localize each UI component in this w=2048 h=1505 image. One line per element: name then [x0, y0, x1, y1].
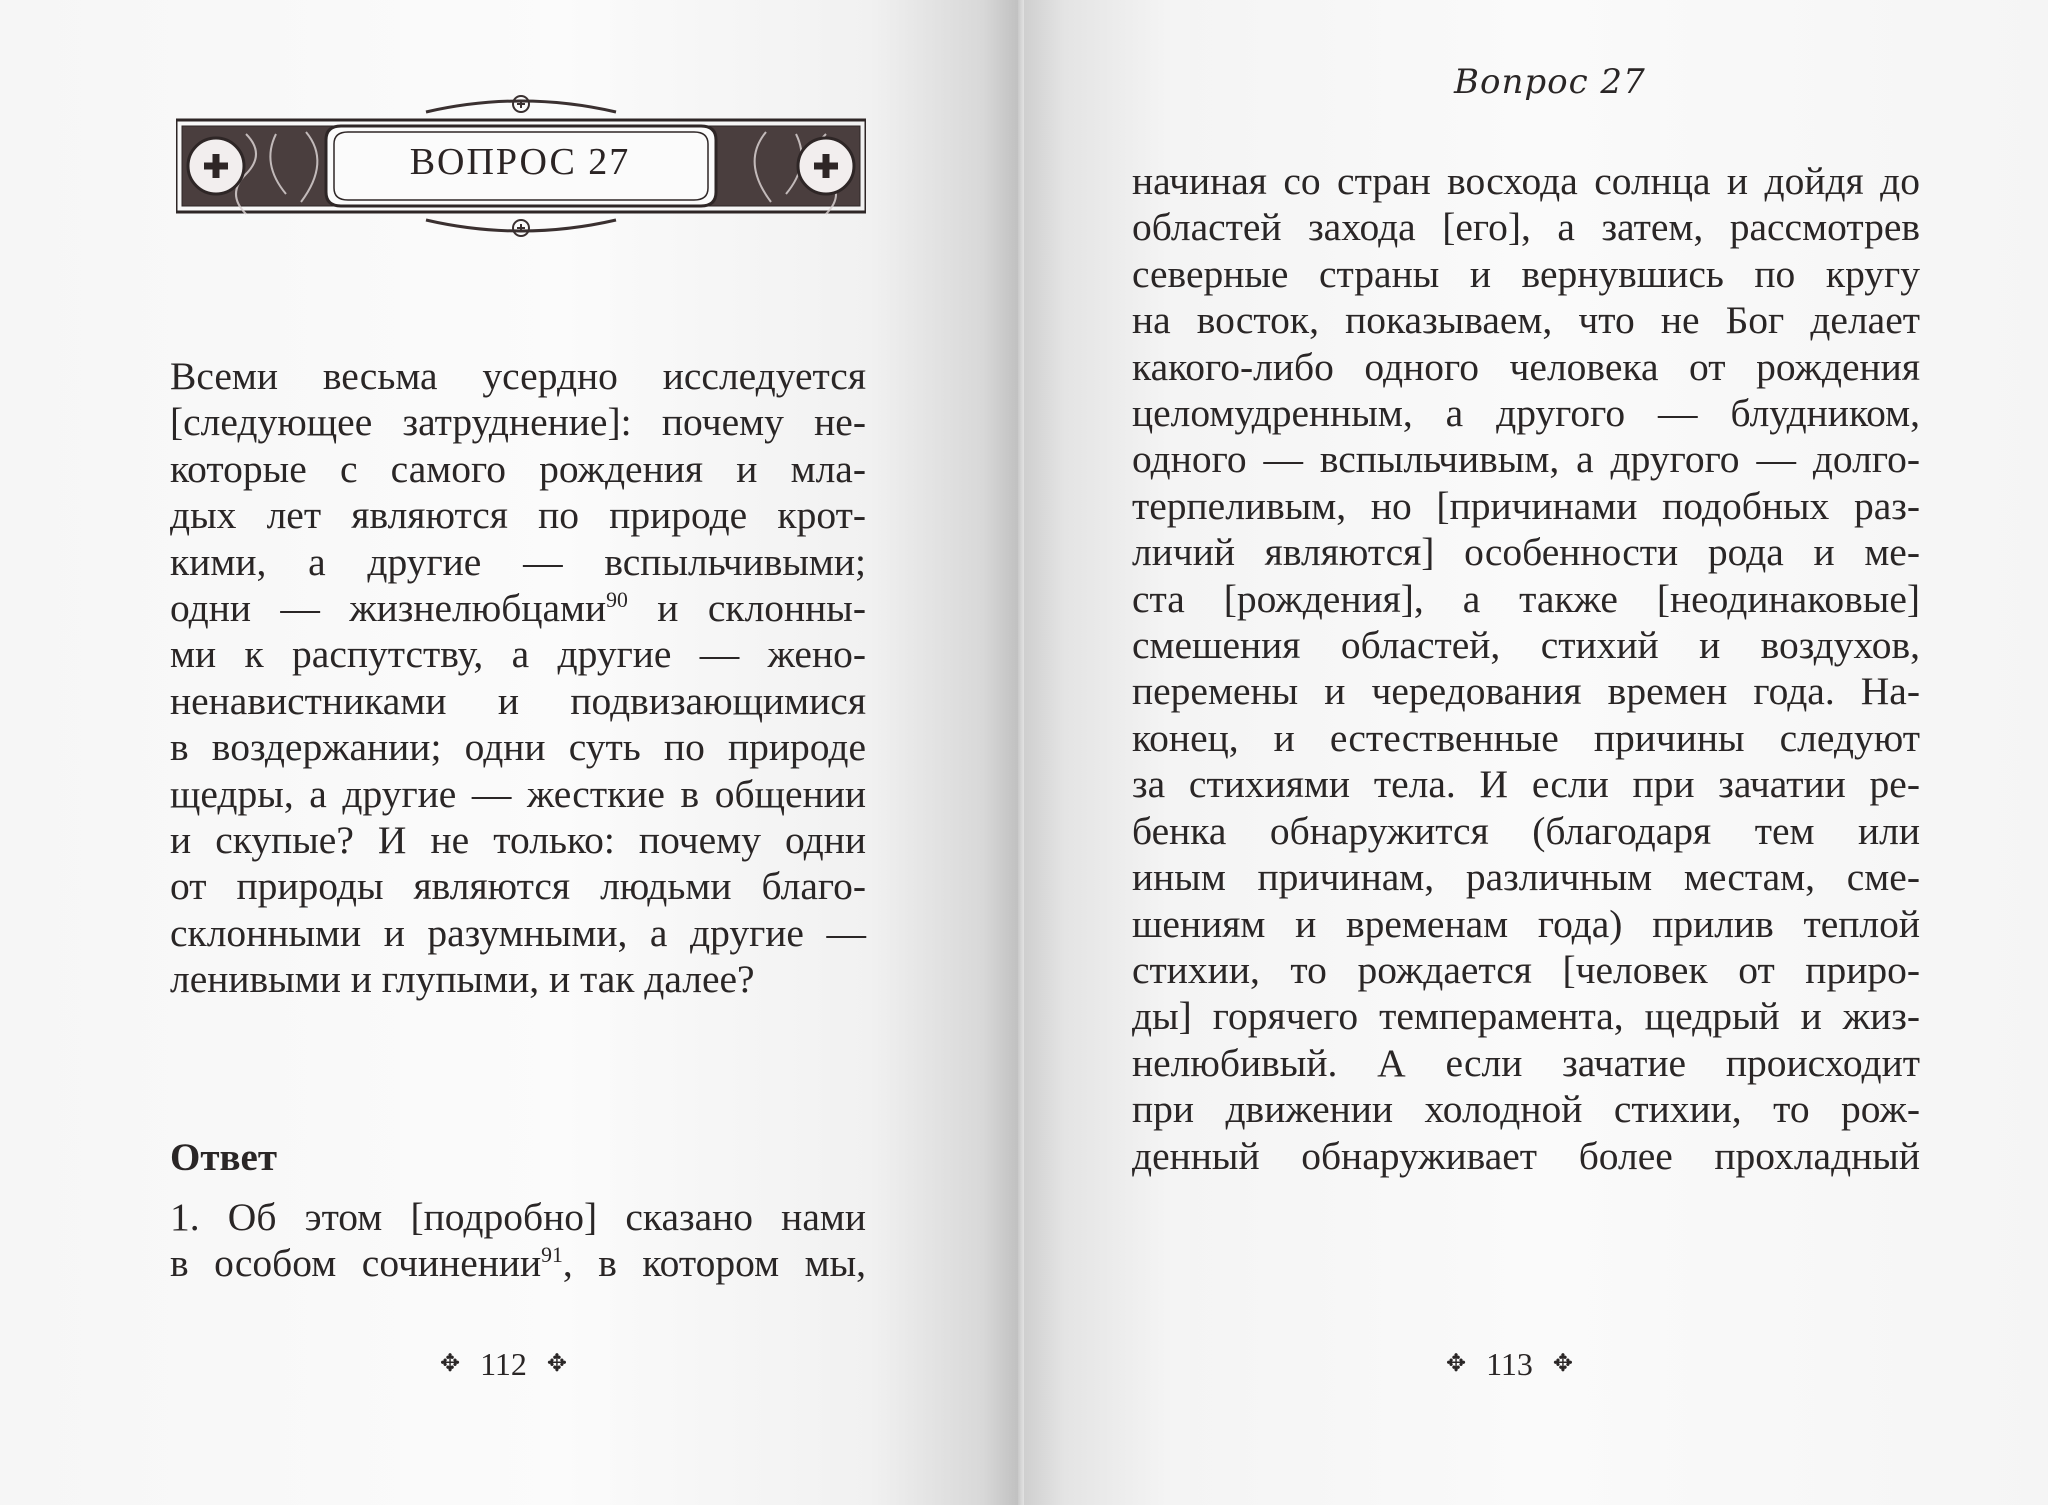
- text-line-with-footnote: [170, 1240, 866, 1286]
- text-line: стихии, то рождается [человек от приро-: [1132, 947, 1920, 992]
- text-line: перемены и чередования времен года. На-: [1132, 669, 1920, 714]
- text-line: [следующее затруднение]: почему не-: [170, 400, 866, 445]
- footnote-ref-90[interactable]: 90: [606, 587, 628, 612]
- text-segment: , в котором мы,: [562, 1241, 866, 1286]
- ornament-icon: ✥: [1446, 1351, 1467, 1377]
- text-line-with-footnote: [170, 585, 866, 631]
- text-line: дых лет являются по природе крот-: [170, 493, 866, 538]
- text-line: кими, а другие — вспыльчивыми;: [170, 539, 866, 584]
- text-line: щедры, а другие — жесткие в общении: [170, 771, 866, 816]
- text-line: шениям и временам года) прилив теплой: [1132, 901, 1920, 946]
- continuation-paragraph: [1132, 158, 1920, 1179]
- text-line: областей захода [его], а затем, рассмотрев: [1132, 205, 1920, 250]
- text-line: какого-либо одного человека от рождения: [1132, 344, 1920, 389]
- text-line: одного — вспыльчивым, а другого — долго-: [1132, 437, 1920, 482]
- text-line: от природы являются людьми благо-: [170, 864, 866, 909]
- text-line: личий являются] особенности рода и ме-: [1132, 530, 1920, 575]
- text-line: смешения областей, стихий и воздухов,: [1132, 623, 1920, 668]
- text-line: иным причинам, различным местам, сме-: [1132, 855, 1920, 900]
- text-line: ненавистниками и подвизающимися: [170, 678, 866, 723]
- footnote-ref-91[interactable]: 91: [541, 1243, 563, 1268]
- text-segment: в особом сочинении: [170, 1241, 542, 1286]
- text-line: 1. Об этом [подробно] сказано нами: [170, 1195, 866, 1239]
- question-paragraph: [170, 353, 866, 1003]
- text-line: Всеми весьма усердно исследуется: [170, 354, 866, 398]
- text-line: бенка обнаружится (благодаря тем или: [1132, 808, 1920, 853]
- text-line: ды] горячего темперамента, щедрый и жиз-: [1132, 994, 1920, 1039]
- page-number-left: [440, 1346, 567, 1383]
- page-number: 113: [1486, 1346, 1533, 1382]
- text-line: начиная со стран восхода солнца и дойдя до: [1132, 159, 1920, 203]
- answer-heading: Ответ: [170, 1136, 278, 1179]
- text-line: на восток, показываем, что не Бог делает: [1132, 298, 1920, 343]
- text-segment: одни — жизнелюбцами: [170, 586, 607, 631]
- text-line: и скупые? И не только: почему одни: [170, 818, 866, 863]
- page-number: 112: [480, 1346, 527, 1382]
- ornament-icon: ✥: [546, 1351, 568, 1377]
- chapter-title: ВОПРОС 27: [409, 141, 631, 183]
- text-line: за стихиями тела. И если при зачатии ре-: [1132, 762, 1920, 807]
- text-line: в воздержании; одни суть по природе: [170, 725, 866, 770]
- text-line: нелюбивый. А если зачатие происходит: [1132, 1040, 1920, 1085]
- ornament-icon: ✥: [440, 1351, 461, 1377]
- text-line: которые с самого рождения и мла-: [170, 446, 866, 491]
- text-line: целомудренным, а другого — блудником,: [1132, 391, 1920, 436]
- right-page: [1024, 0, 2048, 1505]
- text-segment: и склонны-: [627, 586, 866, 631]
- text-line: при движении холодной стихии, то рож-: [1132, 1087, 1920, 1132]
- text-line: терпеливым, но [причинами подобных раз-: [1132, 483, 1920, 528]
- text-line: ленивыми и глупыми, и так далее?: [170, 957, 755, 1002]
- text-line: денный обнаруживает более прохладный: [1132, 1133, 1920, 1178]
- page-number-right: [1446, 1346, 1573, 1383]
- text-line: конец, и естественные причины следуют: [1132, 715, 1920, 760]
- text-line: ста [рождения], а также [неодинаковые]: [1132, 576, 1920, 621]
- answer-paragraph: [170, 1194, 866, 1287]
- text-line: северные страны и вернувшись по кругу: [1132, 251, 1920, 296]
- text-line: ми к распутству, а другие — жено-: [170, 632, 866, 677]
- ornament-icon: ✥: [1552, 1351, 1574, 1377]
- text-line: склонными и разумными, а другие —: [170, 910, 866, 955]
- running-head: Вопрос 27: [1454, 62, 1646, 102]
